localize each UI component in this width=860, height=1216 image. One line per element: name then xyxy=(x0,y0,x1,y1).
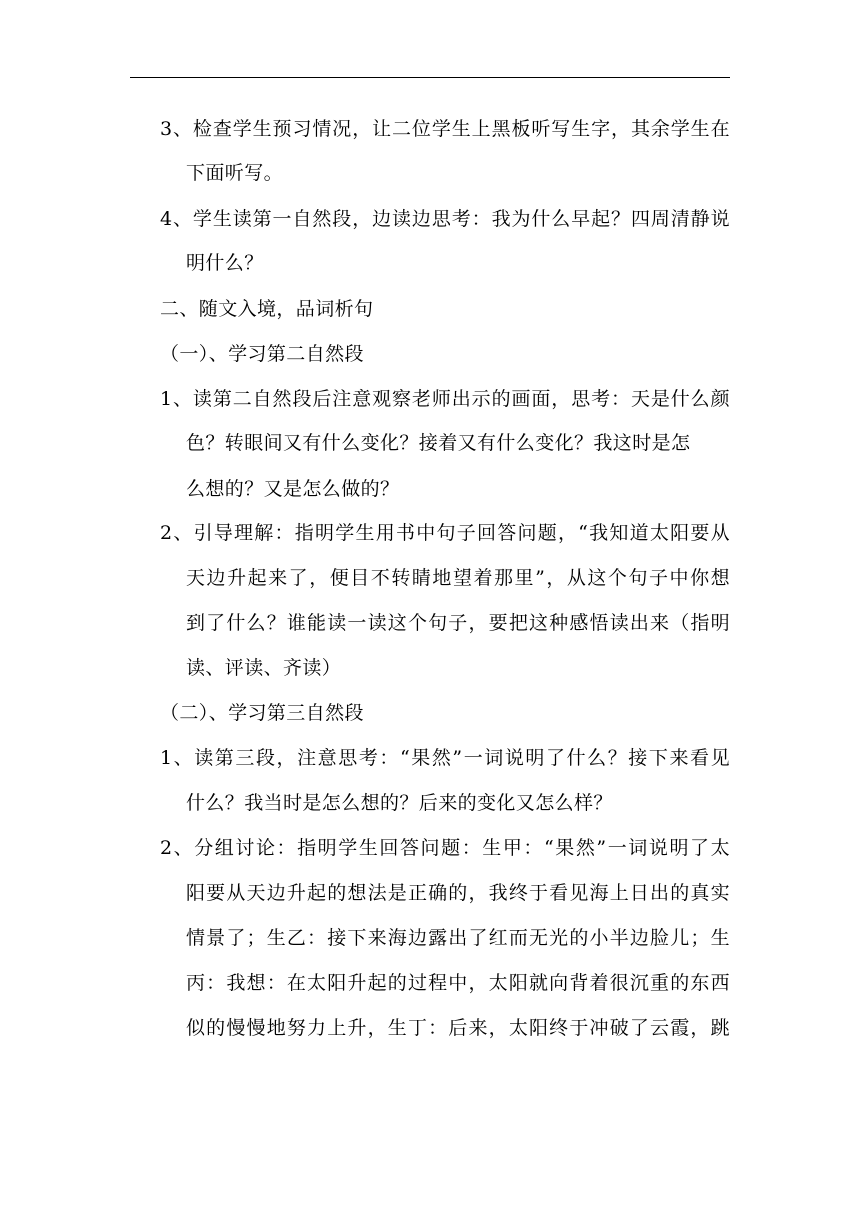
text-line: 到了什么？谁能读一读这个句子，要把这种感悟读出来（指明 xyxy=(186,612,730,634)
section-heading: 二、随文入境，品词析句 xyxy=(160,298,374,320)
text-line: 什么？我当时是怎么想的？后来的变化又怎么样？ xyxy=(186,792,613,814)
text-line: 下面听写。 xyxy=(186,162,284,184)
text-line: 色？转眼间又有什么变化？接着又有什么变化？我这时是怎 xyxy=(186,432,691,454)
text-line: 1、读第三段，注意思考：“果然”一词说明了什么？接下来看见 xyxy=(160,747,730,769)
text-line: 1、读第二自然段后注意观察老师出示的画面，思考：天是什么颜 xyxy=(160,388,730,410)
text-line: 丙：我想：在太阳升起的过程中，太阳就向背着很沉重的东西 xyxy=(186,972,730,994)
text-line: 么想的？又是怎么做的？ xyxy=(186,478,400,500)
text-line: 3、检查学生预习情况，让二位学生上黑板听写生字，其余学生在 xyxy=(160,118,730,140)
header-rule xyxy=(130,77,730,78)
text-line: 2、引导理解：指明学生用书中句子回答问题，“我知道太阳要从 xyxy=(160,522,730,544)
subsection-heading: （二）、学习第三自然段 xyxy=(160,702,364,724)
text-line: 阳要从天边升起的想法是正确的，我终于看见海上日出的真实 xyxy=(186,882,730,904)
subsection-heading: （一）、学习第二自然段 xyxy=(160,343,364,365)
text-line: 读、评读、齐读） xyxy=(186,657,342,679)
text-line: 情景了；生乙：接下来海边露出了红而无光的小半边脸儿；生 xyxy=(186,927,730,949)
text-line: 4、学生读第一自然段，边读边思考：我为什么早起？四周清静说 xyxy=(160,208,730,230)
text-line: 天边升起来了，便目不转睛地望着那里”，从这个句子中你想 xyxy=(186,567,730,589)
text-line: 明什么？ xyxy=(186,252,264,274)
text-line: 似的慢慢地努力上升，生丁：后来，太阳终于冲破了云霞，跳 xyxy=(186,1017,730,1039)
text-line: 2、分组讨论：指明学生回答问题：生甲：“果然”一词说明了太 xyxy=(160,837,730,859)
